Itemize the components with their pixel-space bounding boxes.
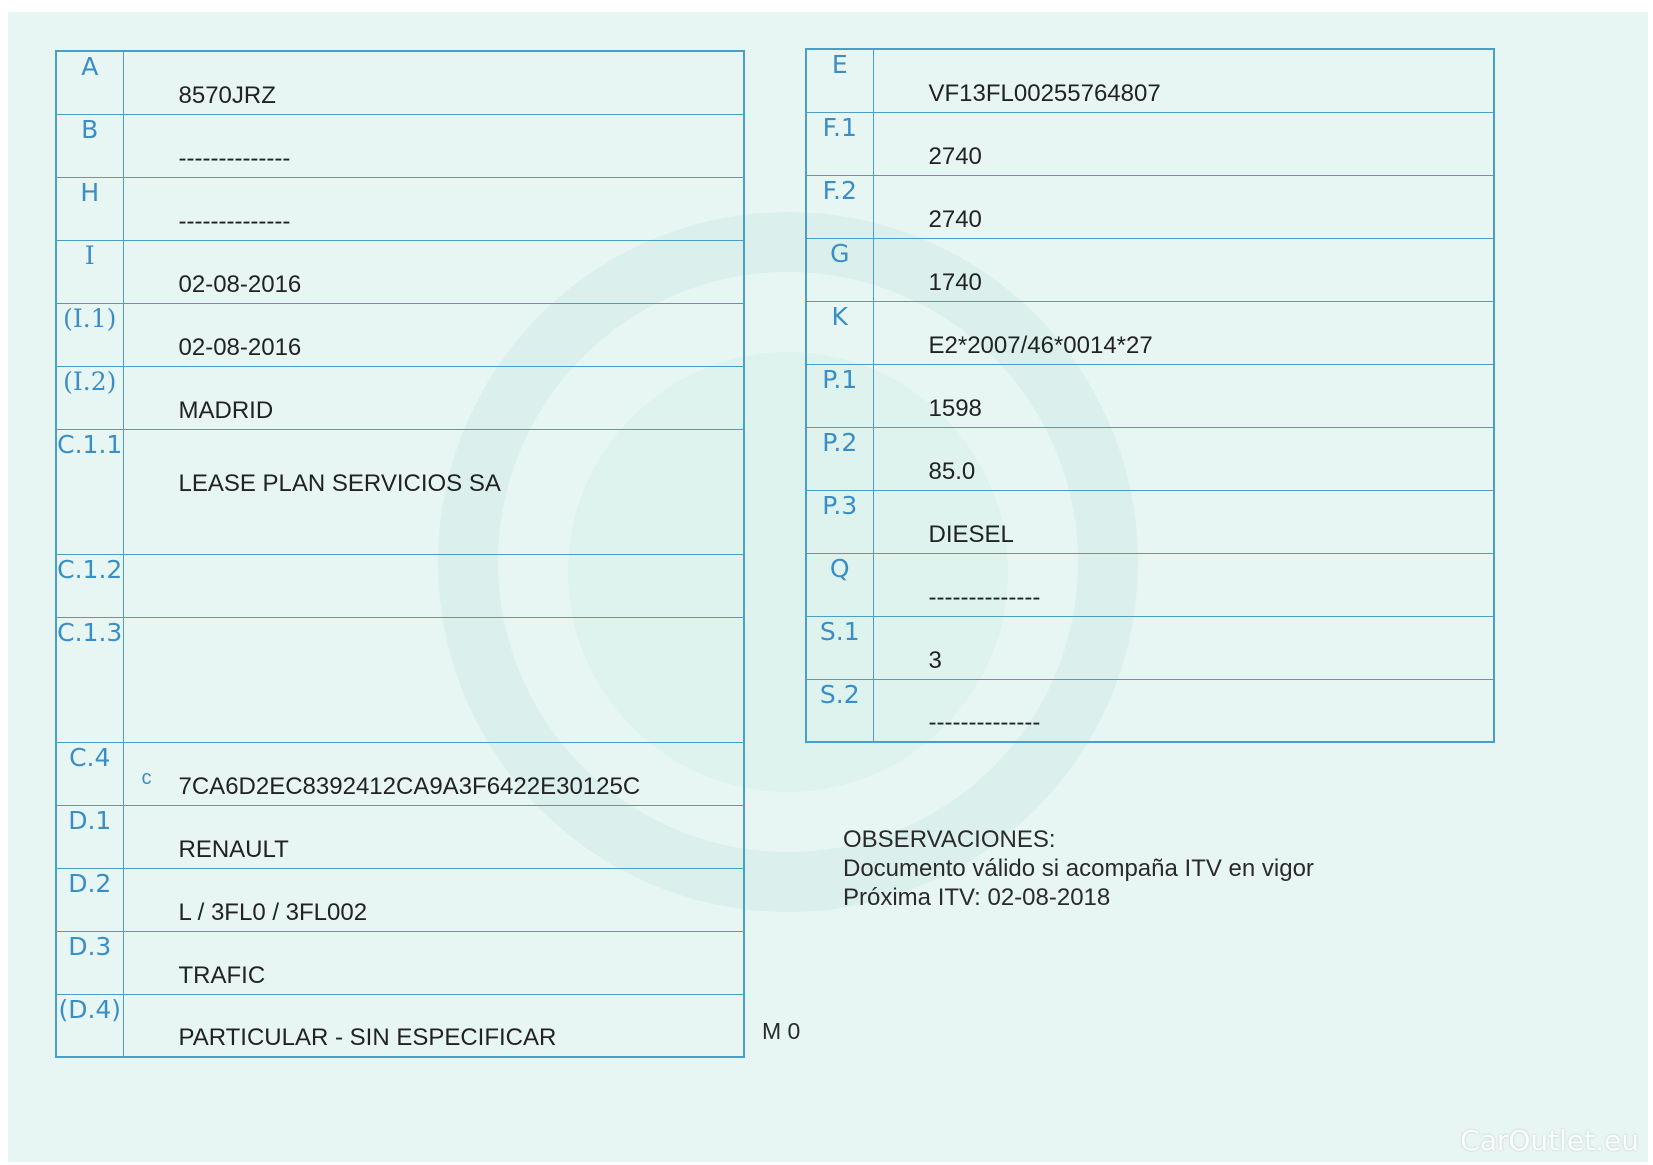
left-field-code: (D.4) <box>56 994 123 1057</box>
left-field-value-cell <box>123 868 744 931</box>
right-field-value: 1740 <box>928 268 982 296</box>
right-field-value-cell <box>873 238 1494 301</box>
right-row <box>806 175 1494 238</box>
right-field-value-cell <box>873 301 1494 364</box>
left-field-value-cell <box>123 240 744 303</box>
left-field-code: C.4 <box>56 742 123 805</box>
right-field-value: DIESEL <box>928 520 1014 548</box>
left-field-code: (I.2) <box>56 366 123 429</box>
left-row <box>56 868 744 931</box>
right-field-value-cell <box>873 49 1494 112</box>
observaciones-line-1: Documento válido si acompaña ITV en vigor <box>843 855 1314 882</box>
left-field-value: -------------- <box>178 207 291 235</box>
left-field-code: C.1.3 <box>56 617 123 742</box>
left-field-value-cell <box>123 805 744 868</box>
left-field-value-cell <box>123 177 744 240</box>
left-field-code: I <box>56 240 123 303</box>
right-field-value: -------------- <box>928 583 1041 611</box>
left-field-value-cell <box>123 617 744 742</box>
observaciones-line-2: Próxima ITV: 02-08-2018 <box>843 884 1111 911</box>
right-field-code: P.2 <box>806 427 873 490</box>
right-field-value-cell <box>873 112 1494 175</box>
right-field-code: S.2 <box>806 679 873 742</box>
left-field-code: (I.1) <box>56 303 123 366</box>
left-field-code: B <box>56 114 123 177</box>
right-field-code: P.1 <box>806 364 873 427</box>
left-row <box>56 554 744 617</box>
left-row <box>56 617 744 742</box>
left-field-value: TRAFIC <box>178 961 266 989</box>
right-field-value: 2740 <box>928 142 982 170</box>
right-row <box>806 553 1494 616</box>
right-field-code: F.1 <box>806 112 873 175</box>
right-field-value-cell <box>873 175 1494 238</box>
brand-watermark: CarOutlet.eu <box>1460 1124 1639 1157</box>
right-field-value-cell <box>873 364 1494 427</box>
left-row <box>56 177 744 240</box>
right-field-value: 2740 <box>928 205 982 233</box>
left-row <box>56 931 744 994</box>
left-row <box>56 429 744 554</box>
left-field-value: 02-08-2016 <box>178 270 302 298</box>
left-field-value: PARTICULAR - SIN ESPECIFICAR <box>178 1024 557 1051</box>
field-subcode: c <box>141 766 152 789</box>
left-row <box>56 51 744 114</box>
right-field-value: 3 <box>928 646 942 674</box>
right-field-value: 1598 <box>928 394 982 422</box>
right-row <box>806 364 1494 427</box>
left-registration-table <box>55 50 745 1058</box>
right-field-value-cell <box>873 427 1494 490</box>
right-field-code: P.3 <box>806 490 873 553</box>
left-field-code: C.1.1 <box>56 429 123 554</box>
left-field-value-cell <box>123 303 744 366</box>
left-field-value: L / 3FL0 / 3FL002 <box>178 898 368 926</box>
left-field-code: D.1 <box>56 805 123 868</box>
left-field-value: RENAULT <box>178 835 289 863</box>
left-field-value-cell <box>123 51 744 114</box>
left-row <box>56 994 744 1057</box>
right-technical-table <box>805 48 1495 743</box>
left-field-value-cell <box>123 742 744 805</box>
left-row <box>56 805 744 868</box>
left-row <box>56 742 744 805</box>
left-field-value-cell <box>123 366 744 429</box>
right-row <box>806 616 1494 679</box>
right-field-code: S.1 <box>806 616 873 679</box>
observaciones-title: OBSERVACIONES: <box>843 826 1056 853</box>
right-field-value-cell <box>873 679 1494 742</box>
right-row <box>806 490 1494 553</box>
left-field-code: C.1.2 <box>56 554 123 617</box>
right-field-value-cell <box>873 616 1494 679</box>
left-field-value-cell <box>123 994 744 1057</box>
right-field-code: F.2 <box>806 175 873 238</box>
left-row <box>56 366 744 429</box>
right-field-value: 85.0 <box>928 457 976 485</box>
left-field-value-cell <box>123 554 744 617</box>
mark-label: M 0 <box>762 1018 801 1044</box>
left-field-value: LEASE PLAN SERVICIOS SA <box>178 469 501 497</box>
right-row <box>806 679 1494 742</box>
right-field-value-cell <box>873 553 1494 616</box>
right-field-code: K <box>806 301 873 364</box>
right-field-value: VF13FL00255764807 <box>928 79 1161 107</box>
right-field-value: -------------- <box>928 709 1041 736</box>
right-row <box>806 49 1494 112</box>
right-field-value: E2*2007/46*0014*27 <box>928 331 1153 359</box>
left-row <box>56 240 744 303</box>
left-field-code: D.2 <box>56 868 123 931</box>
right-row <box>806 238 1494 301</box>
left-field-code: D.3 <box>56 931 123 994</box>
right-field-code: G <box>806 238 873 301</box>
right-field-code: E <box>806 49 873 112</box>
left-row <box>56 114 744 177</box>
left-field-code: A <box>56 51 123 114</box>
left-field-value-cell <box>123 429 744 554</box>
left-field-value-cell <box>123 114 744 177</box>
left-field-value-cell <box>123 931 744 994</box>
right-field-value-cell <box>873 490 1494 553</box>
right-row <box>806 112 1494 175</box>
right-field-code: Q <box>806 553 873 616</box>
left-field-value: MADRID <box>178 396 274 424</box>
left-row <box>56 303 744 366</box>
left-field-value: 8570JRZ <box>178 81 276 109</box>
left-field-value: 7CA6D2EC8392412CA9A3F6422E30125C <box>178 772 641 800</box>
left-field-value: 02-08-2016 <box>178 333 302 361</box>
right-row <box>806 301 1494 364</box>
observaciones-block <box>843 825 1314 912</box>
left-field-code: H <box>56 177 123 240</box>
right-row <box>806 427 1494 490</box>
left-field-value: -------------- <box>178 144 291 172</box>
